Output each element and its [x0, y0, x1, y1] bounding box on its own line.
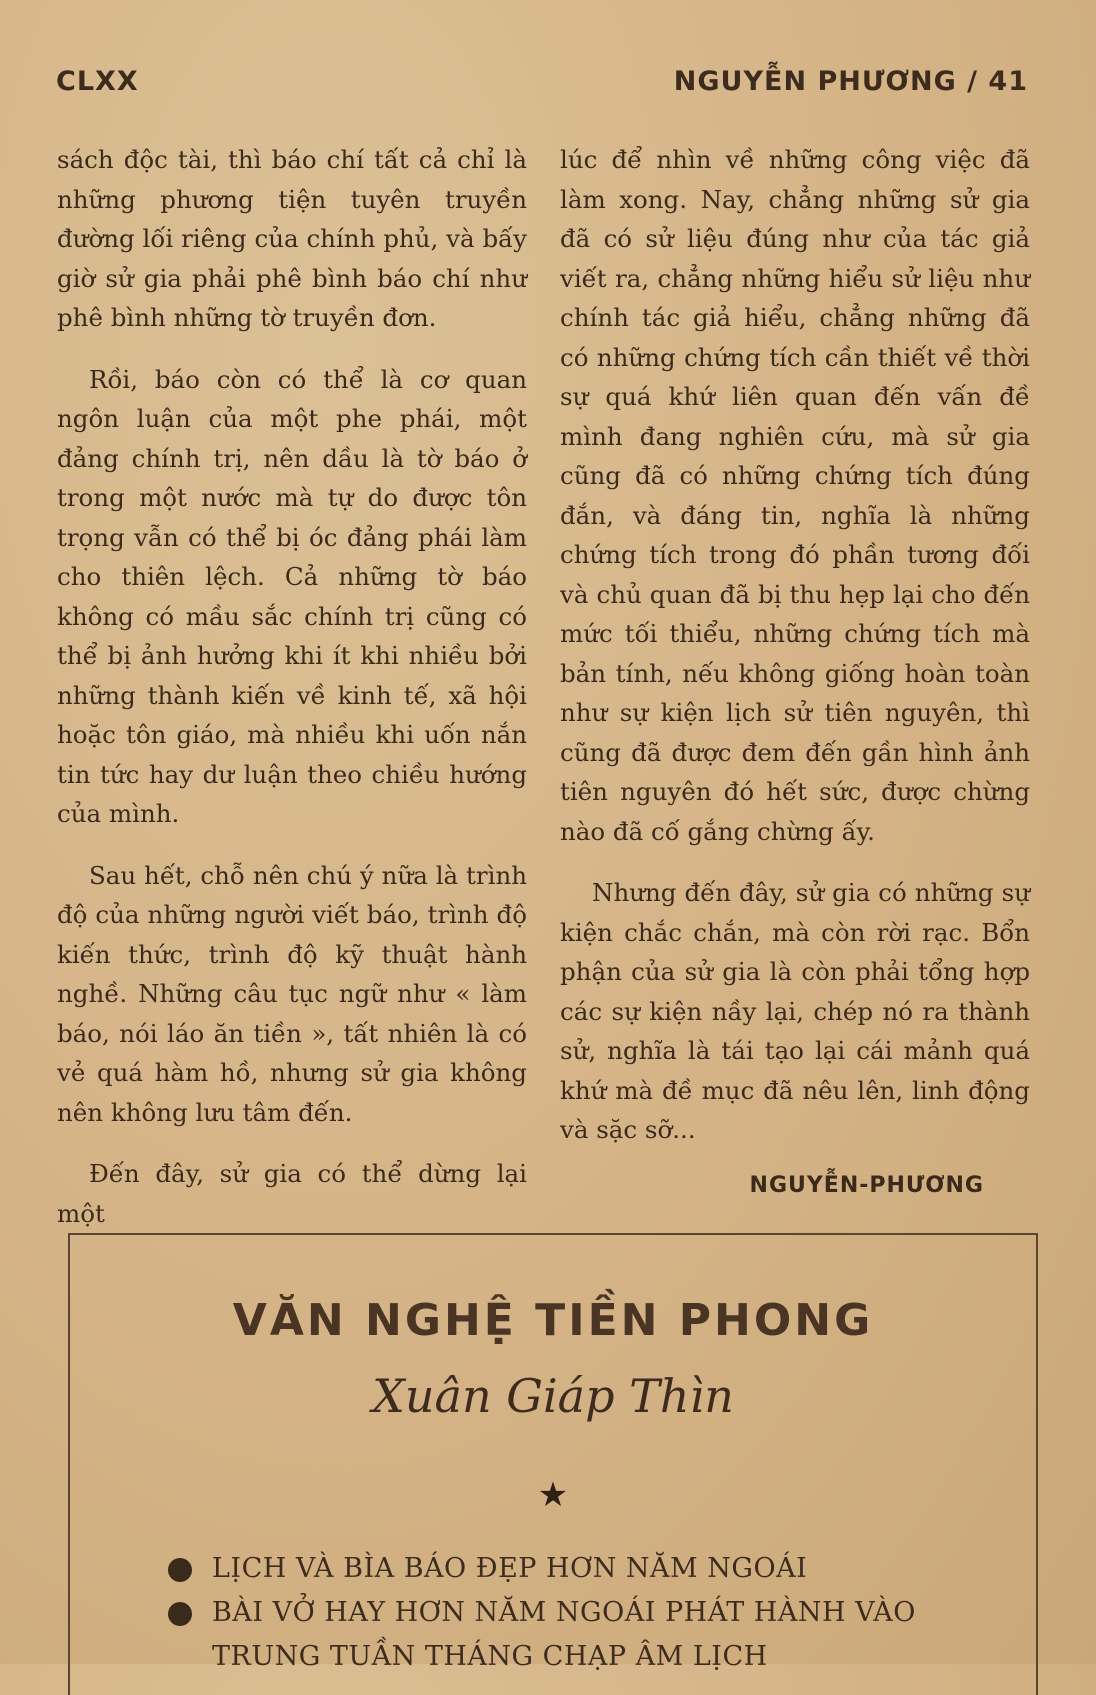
running-title: NGUYỄN PHƯƠNG / 41: [673, 66, 1028, 97]
star-icon: ★: [537, 1475, 569, 1515]
ad-title: VĂN NGHỆ TIỀN PHONG: [232, 1295, 874, 1346]
left-paragraph-2: Rồi, báo còn có thể là cơ quan ngôn luận của một phe phái, một đảng chính trị, nên dầu là tờ báo ở trong một nước mà tự do được tôn trọng vẫn có thể bị óc đảng phái làm cho thiên lệch. Cả những tờ báo không có mầu sắc chính trị cũng có thể bị ảnh hưởng khi ít khi nhiều bởi những thành kiến về kinh tế, xã hội hoặc tôn giáo, mà nhiều khi uốn nắn tin tức hay dư luận theo chiều hướng của mình.: [57, 364, 527, 828]
author-signature: NGUYỄN-PHƯƠNG: [749, 1172, 984, 1198]
ad-subtitle: Xuân Giáp Thìn: [372, 1369, 734, 1423]
ad-item: [168, 1591, 988, 1679]
right-paragraph-1: lúc để nhìn về những công việc đã làm xong. Nay, chẳng những sử gia đã có sử liệu đúng như của tác giả viết ra, chẳng những hiểu sử liệu như chính tác giả hiểu, chẳng những đã có những chứng tích cần thiết về thời sự quá khứ liên quan đến vấn đề mình đang nghiên cứu, mà sử gia cũng đã có những chứng tích đúng đắn, và đáng tin, nghĩa là những chứng tích trong đó phần tương đối và chủ quan đã bị thu hẹp lại cho đến mức tối thiểu, những chứng tích mà bản tính, nếu không giống hoàn toàn như sự kiện lịch sử tiên nguyên, thì cũng đã được đem đến gần hình ảnh tiên nguyên đó hết sức, được chừng nào đã cố gắng chừng ấy.: [560, 145, 1030, 846]
section-number: CLXX: [56, 66, 139, 97]
advertisement-box: [68, 1233, 1038, 1695]
bullet-icon: [168, 1558, 192, 1582]
left-paragraph-3: Sau hết, chỗ nên chú ý nữa là trình độ của những người viết báo, trình độ kiến thức, trình độ kỹ thuật hành nghề. Những câu tục ngữ như « làm báo, nói láo ăn tiền », tất nhiên là có vẻ quá hàm hồ, nhưng sử gia không nên không lưu tâm đến.: [57, 860, 527, 1127]
right-column: [560, 140, 1030, 1205]
ad-item: [168, 1547, 988, 1591]
left-paragraph-4: Đến đây, sử gia có thể dừng lại một: [57, 1159, 527, 1228]
ad-item-text: LỊCH VÀ BÌA BÁO ĐẸP HƠN NĂM NGOÁI: [212, 1553, 808, 1584]
bullet-icon: [168, 1602, 192, 1626]
left-column: [57, 140, 527, 1233]
page-header: [56, 66, 1028, 106]
left-paragraph-1: sách độc tài, thì báo chí tất cả chỉ là những phương tiện tuyên truyền đường lối riêng của chính phủ, và bấy giờ sử gia phải phê bình báo chí như phê bình những tờ truyền đơn.: [57, 145, 527, 332]
ad-list: [168, 1547, 988, 1679]
ad-item-text: BÀI VỞ HAY HƠN NĂM NGOÁI PHÁT HÀNH VÀO TRUNG TUẦN THÁNG CHẠP ÂM LỊCH: [212, 1597, 916, 1672]
right-paragraph-2: Nhưng đến đây, sử gia có những sự kiện chắc chắn, mà còn rời rạc. Bổn phận của sử gia là còn phải tổng hợp các sự kiện nầy lại, chép nó ra thành sử, nghĩa là tái tạo lại cái mảnh quá khứ mà đề mục đã nêu lên, linh động và sặc sỡ...: [560, 878, 1030, 1144]
